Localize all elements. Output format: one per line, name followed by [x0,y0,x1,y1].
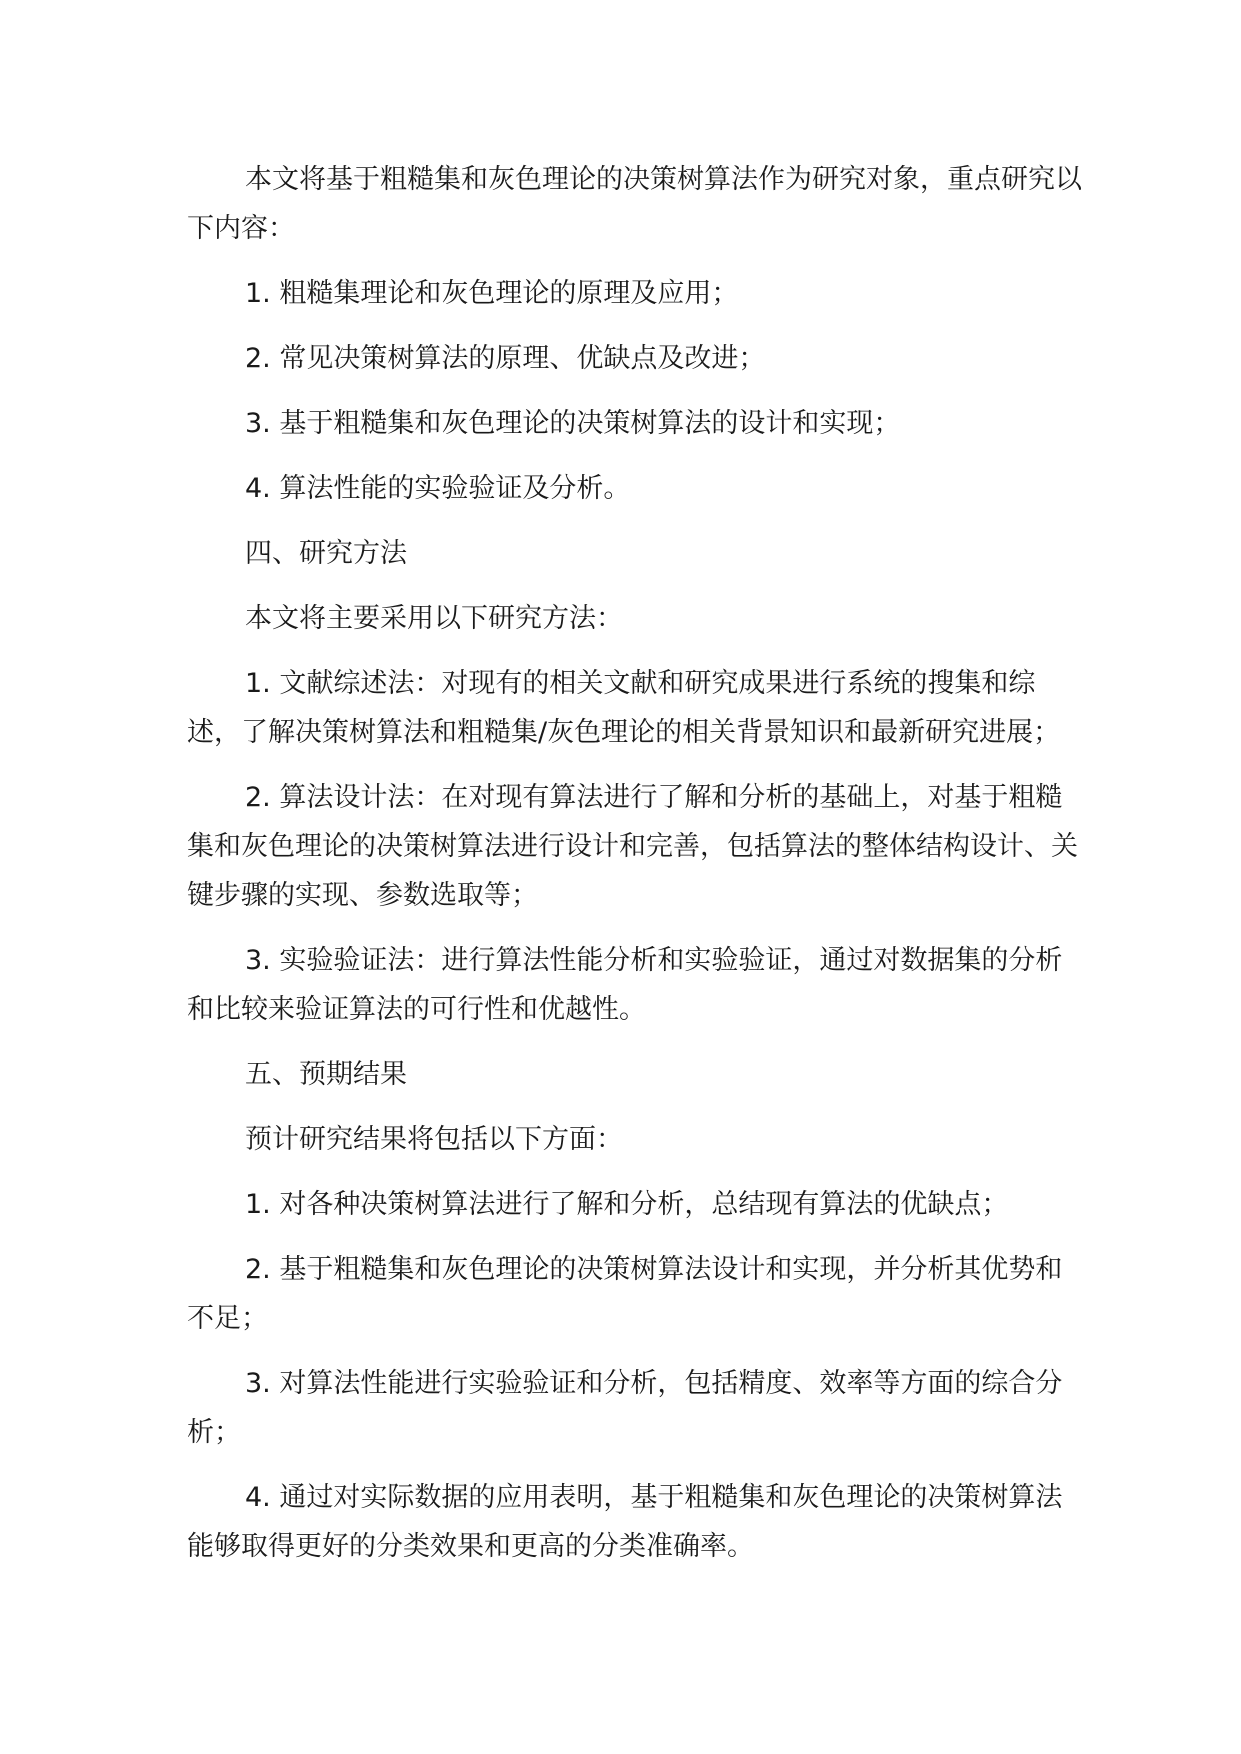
paragraph-intro: 本文将基于粗糙集和灰色理论的决策树算法作为研究对象，重点研究以下内容： [187,164,1082,244]
paragraph-methods-intro: 本文将主要采用以下研究方法： [245,603,623,634]
list-item: 3. 基于粗糙集和灰色理论的决策树算法的设计和实现； [245,408,901,439]
list-item: 3. 对算法性能进行实验验证和分析，包括精度、效率等方面的综合分析； [187,1368,1063,1448]
list-item: 2. 算法设计法：在对现有算法进行了解和分析的基础上，对基于粗糙集和灰色理论的决策树算法进行设计和完善，包括算法的整体结构设计、关键步骤的实现、参数选取等； [187,782,1078,911]
list-item: 4. 通过对实际数据的应用表明，基于粗糙集和灰色理论的决策树算法能够取得更好的分类效果和更高的分类准确率。 [187,1482,1063,1562]
paragraph-results-intro: 预计研究结果将包括以下方面： [245,1124,623,1155]
list-item: 1. 文献综述法：对现有的相关文献和研究成果进行系统的搜集和综述，了解决策树算法和粗糙集/灰色理论的相关背景知识和最新研究进展； [187,668,1061,748]
list-item: 3. 实验验证法：进行算法性能分析和实验验证，通过对数据集的分析和比较来验证算法的可行性和优越性。 [187,945,1063,1025]
section-heading-results: 五、预期结果 [245,1059,407,1090]
list-item: 2. 基于粗糙集和灰色理论的决策树算法设计和实现，并分析其优势和不足； [187,1254,1063,1334]
section-heading-methods: 四、研究方法 [245,538,407,569]
list-item: 2. 常见决策树算法的原理、优缺点及改进； [245,343,766,374]
list-item: 4. 算法性能的实验验证及分析。 [245,473,631,504]
list-item: 1. 粗糙集理论和灰色理论的原理及应用； [245,278,739,309]
list-item: 1. 对各种决策树算法进行了解和分析，总结现有算法的优缺点； [245,1189,1009,1220]
document-body [187,155,1087,1587]
